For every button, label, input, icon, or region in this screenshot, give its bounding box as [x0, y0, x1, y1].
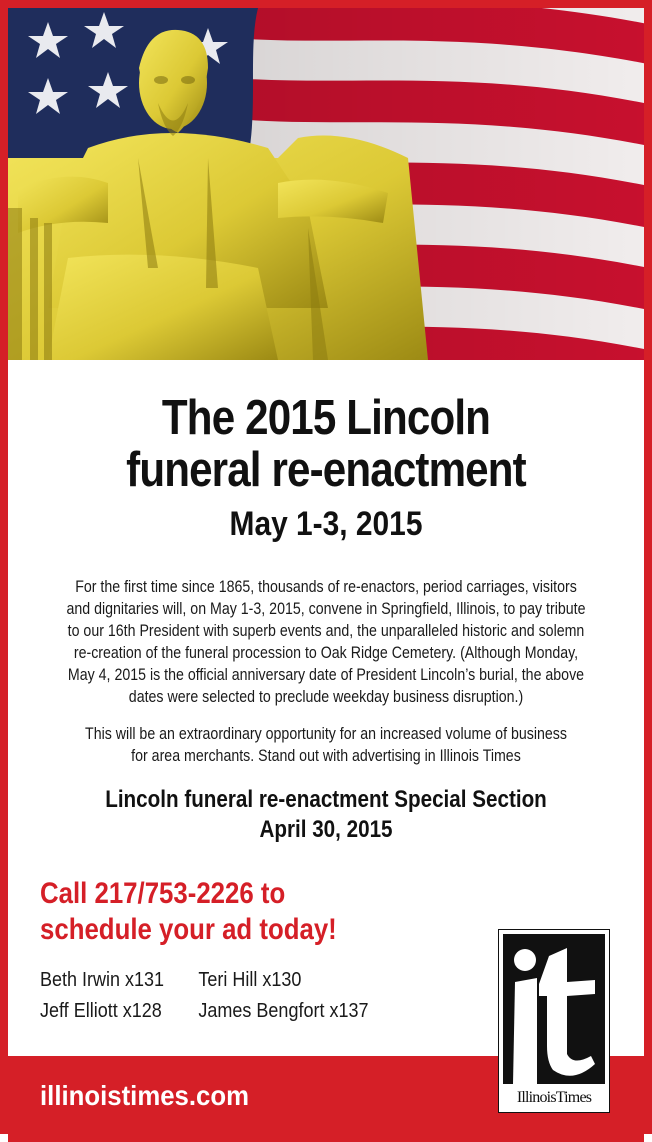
call-line-2: schedule your ad today!: [40, 913, 337, 946]
contact-row: [40, 965, 366, 996]
opportunity-line: This will be an extraordinary opportunity for an increased volume of business: [85, 725, 567, 743]
description-line: and dignitaries will, on May 1-3, 2015, convene in Springfield, Illinois, to pay tribute: [66, 600, 586, 618]
contact-name: James Bengfort x137: [198, 1000, 369, 1022]
description-line: For the first time since 1865, thousands of re-enactors, period carriages, visitors: [75, 578, 577, 596]
special-section-date: April 30, 2015: [259, 816, 393, 843]
description-line: May 4, 2015 is the official anniversary date of President Lincoln’s burial, the above: [67, 666, 585, 684]
special-section: [53, 785, 600, 845]
contact-name: Beth Irwin x131: [40, 969, 165, 991]
event-dates: May 1-3, 2015: [229, 505, 423, 543]
special-section-title: Lincoln funeral re-enactment Special Section: [105, 786, 547, 813]
hero-image-lincoln-flag: [8, 8, 644, 360]
website-link[interactable]: illinoistimes.com: [40, 1080, 249, 1111]
headline-line-2: funeral re-enactment: [126, 443, 526, 497]
headline: [53, 392, 600, 496]
logo-wordmark: IllinoisTimes: [516, 1089, 592, 1106]
illinois-times-logo: [498, 929, 610, 1113]
headline-line-1: The 2015 Lincoln: [161, 391, 491, 445]
contact-name: Teri Hill x130: [198, 969, 302, 991]
contact-name: Jeff Elliott x128: [40, 1000, 162, 1022]
contact-list: [40, 965, 369, 1027]
contact-row: [40, 996, 369, 1027]
logo-mark-icon: [503, 934, 605, 1084]
description-line: re-creation of the funeral procession to Oak Ridge Cemetery. (Although Monday,: [73, 644, 579, 662]
description-line: dates were selected to preclude weekday business disruption.): [128, 688, 524, 706]
description-paragraph: [53, 576, 600, 708]
call-to-action: [40, 876, 337, 948]
call-line-1: Call 217/753-2226 to: [40, 877, 286, 910]
opportunity-line: for area merchants. Stand out with advertising in Illinois Times: [131, 747, 521, 765]
opportunity-paragraph: [53, 723, 600, 767]
description-line: to our 16th President with superb events and, the unparalleled historic and solemn: [67, 622, 585, 640]
